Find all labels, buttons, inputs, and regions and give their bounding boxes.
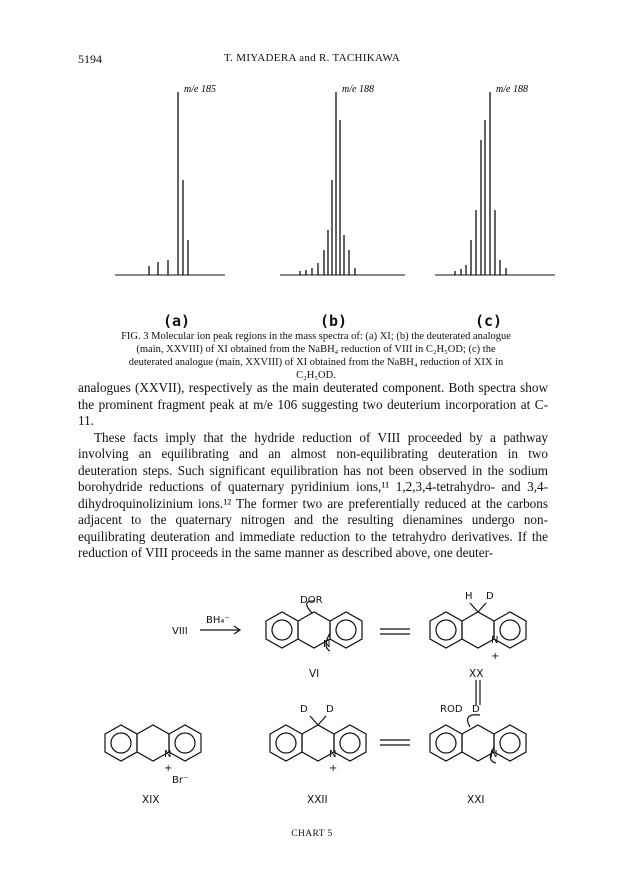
atom-label: N — [490, 749, 498, 760]
panel-label-c: (c) — [475, 312, 503, 330]
atom-label: D — [472, 704, 480, 715]
compound-label: XXI — [467, 794, 485, 806]
caption-line: C₂H₅OD. — [296, 370, 336, 381]
reactant-label: VIII — [172, 626, 188, 637]
atom-label: N — [164, 749, 172, 760]
atom-label: N — [491, 635, 499, 646]
scheme-title: CHART 5 — [291, 829, 333, 839]
atom-label: D — [486, 591, 494, 602]
compound-label: XXII — [307, 794, 328, 806]
mass-spectrum-b — [270, 80, 430, 280]
reagent-label: BH₄⁻ — [206, 615, 230, 626]
structure-xx — [430, 603, 526, 648]
caption-line: FIG. 3 Molecular ion peak regions in the mass spectra of: (a) XI; (b) the deuterated analogue — [121, 331, 511, 342]
compound-label: XIX — [142, 794, 160, 806]
atom-label: DOR — [300, 595, 323, 606]
atom-label: N — [329, 749, 337, 760]
mass-spectrum-a — [105, 80, 265, 280]
peak-label-b: m/e 188 — [342, 84, 374, 95]
atom-label: + — [164, 763, 173, 774]
caption-line: (main, XXVIII) of XI obtained from the NaBH₄ reduction of VIII in C₂H₅OD; (c) the — [136, 344, 496, 355]
atom-label: N — [323, 639, 331, 650]
mass-spectrum-c — [425, 80, 585, 280]
atom-label: + — [491, 651, 500, 662]
atom-label: H — [465, 591, 473, 602]
atom-label: ROD — [440, 704, 463, 715]
atom-label: + — [329, 763, 338, 774]
running-head: T. MIYADERA and R. TACHIKAWA — [223, 52, 401, 64]
structure-vi — [266, 601, 362, 651]
peak-label-c: m/e 188 — [496, 84, 528, 95]
peak-label-a: m/e 185 — [184, 84, 216, 95]
panel-label-b: (b) — [320, 312, 348, 330]
structure-xix — [105, 725, 201, 761]
structure-xxi — [430, 715, 526, 763]
reaction-scheme — [0, 585, 624, 830]
paragraph: analogues (XXVII), respectively as the main deuterated component. Both spectra show the prominent fragment peak at m/e 106 suggesting two deuterium incorporation at C-11. — [78, 380, 548, 428]
body-text — [78, 380, 548, 562]
paragraph: These facts imply that the hydride reduction of VIII proceeded by a pathway involving an equilibrating and an almost non-equilibrating deuteration in two deuteration steps. Such significant equilibration has not been observed in the sodium borohydride reductions of quaternary pyridinium ions,¹¹ 1,2,3,4-tetrahydro- and 3,4-dihydroquinolizinium ions.¹² The former two are preferentially reduced at the carbons adjacent to the quaternary nitrogen and the resulting dienamines undergo non-equilibrating deuteration and immediate reduction to the tetrahydro derivatives. If the reduction of VIII proceeds in the same manner as described above, one deuter- — [78, 429, 548, 560]
compound-label: VI — [309, 668, 320, 680]
structure-xxii — [270, 716, 366, 761]
peaks-b — [300, 92, 355, 275]
atom-label: D — [300, 704, 308, 715]
caption-line: deuterated analogue (main, XXVIII) of XI obtained from the NaBH₄ reduction of XIX in — [128, 357, 504, 368]
atom-label: Br⁻ — [172, 775, 189, 786]
peaks-c — [455, 92, 506, 275]
atom-label: D — [326, 704, 334, 715]
page-number: 5194 — [78, 52, 102, 66]
peaks-a — [149, 92, 188, 275]
panel-label-a: (a) — [163, 312, 191, 330]
compound-label: XX — [469, 668, 484, 680]
figure-caption — [110, 330, 522, 382]
